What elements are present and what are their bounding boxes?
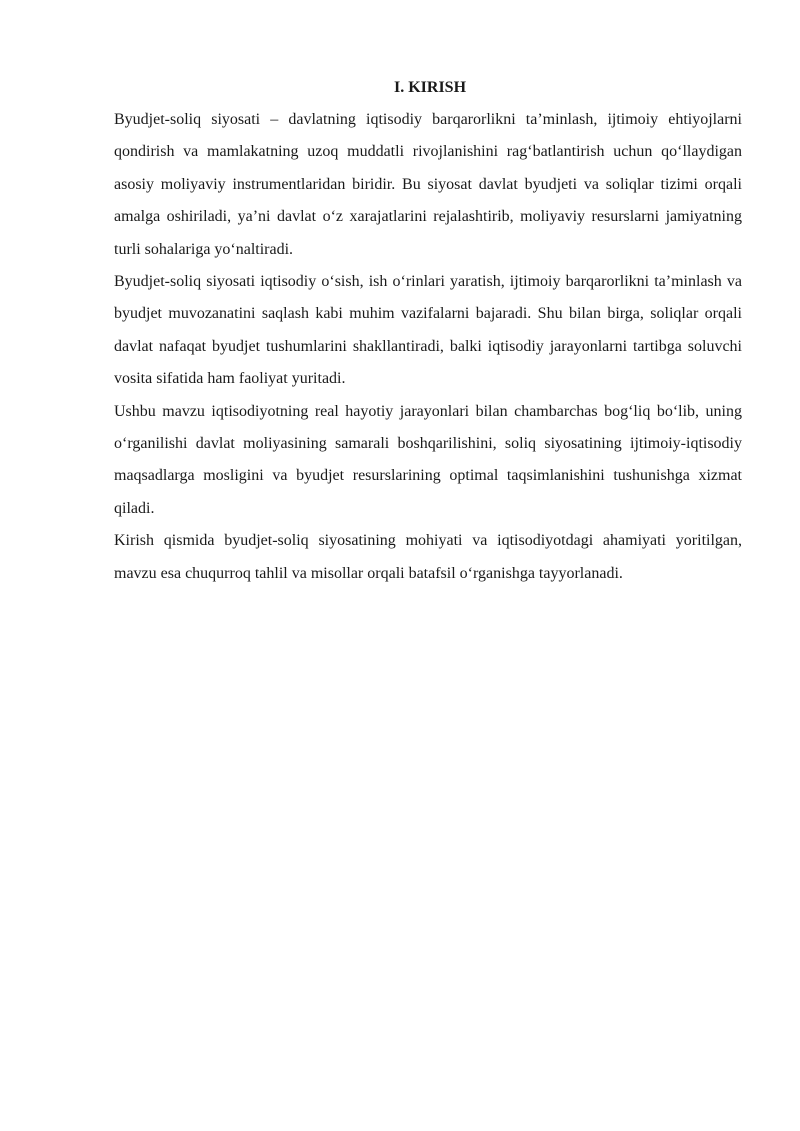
- paragraph-3: Ushbu mavzu iqtisodiyotning real hayotiy jarayonlari bilan chambarchas bog‘liq bo‘lib, uning o‘rganilishi davlat moliyasining samarali boshqarilishini, soliq siyosatining ijtimoiy-iqtisodiy maqsadlarga mosligini va byudjet resurslarining optimal taqsimlanishini tushunishga xizmat qiladi.: [114, 402, 742, 517]
- paragraph-1: Byudjet-soliq siyosati – davlatning iqtisodiy barqarorlikni ta’minlash, ijtimoiy ehtiyojlarni qondirish va mamlakatning uzoq muddatli rivojlanishini rag‘batlantirish uchun qo‘llaydigan asosiy moliyaviy instrumentlaridan biridir. Bu siyosat davlat byudjeti va soliqlar tizimi orqali amalga oshiriladi, ya’ni davlat o‘z xarajatlarini rejalashtirib, moliyaviy resurslarni jamiyatning turli sohalariga yo‘naltiradi.: [114, 111, 742, 258]
- document-page: [114, 72, 742, 590]
- paragraph-4: Kirish qismida byudjet-soliq siyosatining mohiyati va iqtisodiyotdagi ahamiyati yoritilgan, mavzu esa chuqurroq tahlil va misollar orqali batafsil o‘rganishga tayyorlanadi.: [114, 532, 742, 582]
- section-heading: I. KIRISH: [393, 79, 467, 96]
- paragraph-2: Byudjet-soliq siyosati iqtisodiy o‘sish, ish o‘rinlari yaratish, ijtimoiy barqarorlikni ta’minlash va byudjet muvozanatini saqlash kabi muhim vazifalarni bajaradi. Shu bilan birga, soliqlar orqali davlat nafaqat byudjet tushumlarini shakllantiradi, balki iqtisodiy jarayonlarni tartibga soluvchi vosita sifatida ham faoliyat yuritadi.: [114, 273, 742, 388]
